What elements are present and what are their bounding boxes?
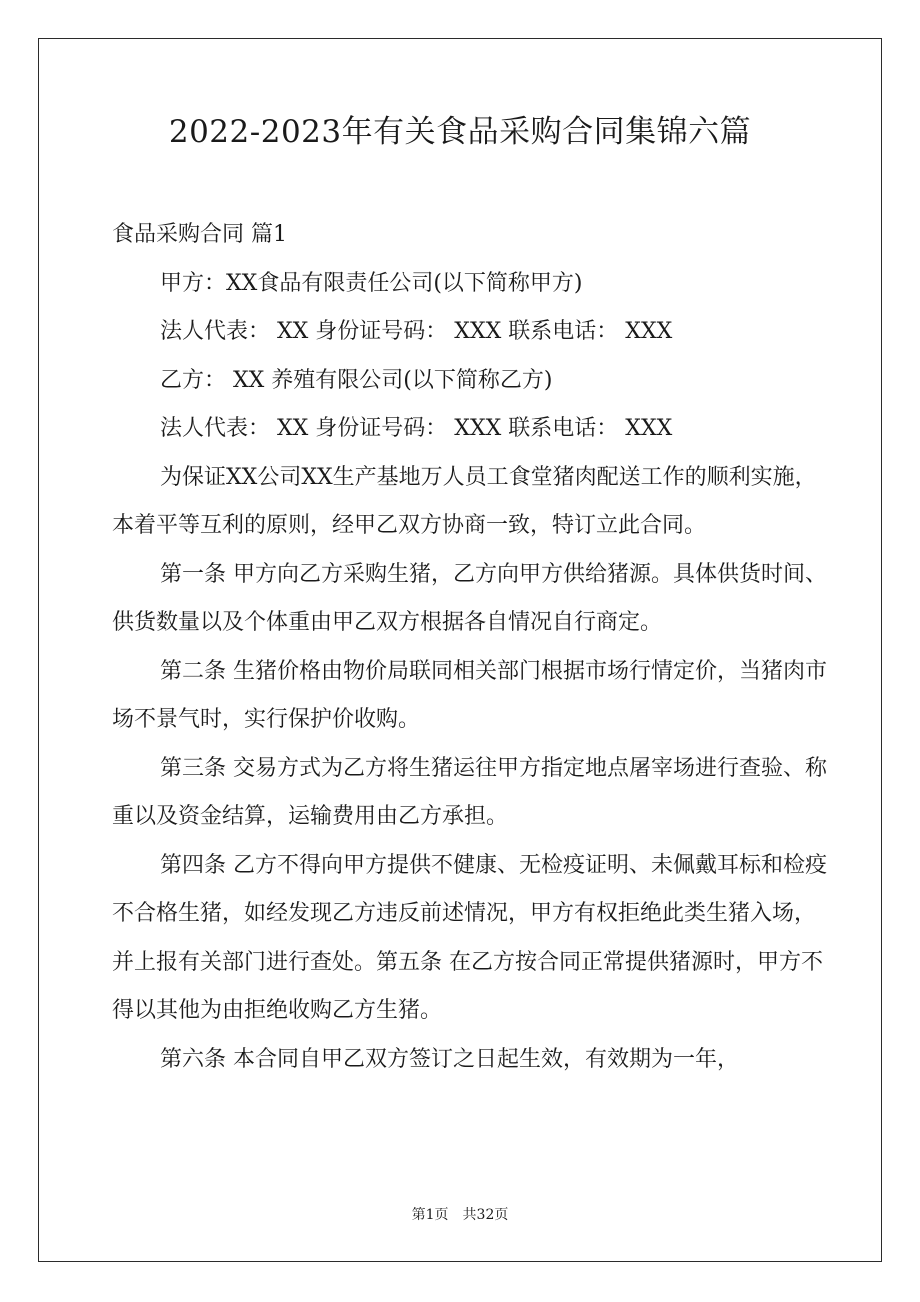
preamble-paragraph: 为保证XX公司XX生产基地万人员工食堂猪肉配送工作的顺利实施，本着平等互利的原则，经甲乙双方协商一致，特订立此合同。: [112, 464, 817, 538]
document-body: [112, 211, 828, 1084]
article-6-paragraph: 第六条 本合同自甲乙双方签订之日起生效，有效期为一年，: [160, 1046, 739, 1072]
party-b-line: 乙方： XX 养殖有限公司(以下简称乙方): [160, 367, 553, 393]
party-a-representative-line: 法人代表： XX 身份证号码： XXX 联系电话： XXX: [160, 319, 673, 344]
article-3-paragraph: 第三条 交易方式为乙方将生猪运往甲方指定地点屠宰场进行查验、称重以及资金结算，运输费用由乙方承担。: [112, 755, 827, 829]
section-heading: 食品采购合同 篇1: [112, 222, 287, 247]
party-a-line: 甲方：XX食品有限责任公司(以下简称甲方): [160, 270, 583, 296]
page-number-footer: 第1页 共32页: [411, 1207, 509, 1223]
article-1-paragraph: 第一条 甲方向乙方采购生猪，乙方向甲方供给猪源。具体供货时间、供货数量以及个体重由甲乙双方根据各自情况自行商定。: [112, 561, 827, 635]
party-b-representative-line: 法人代表： XX 身份证号码： XXX 联系电话： XXX: [160, 416, 673, 441]
article-4-5-paragraph: 第四条 乙方不得向甲方提供不健康、无检疫证明、未佩戴耳标和检疫不合格生猪，如经发现乙方违反前述情况，甲方有权拒绝此类生猪入场，并上报有关部门进行查处。第五条 在乙方按合同正常提供猪源时，甲方不得以其他为由拒绝收购乙方生猪。: [112, 852, 827, 1023]
document-title: 2022-2023年有关食品采购合同集锦六篇: [168, 114, 752, 150]
article-2-paragraph: 第二条 生猪价格由物价局联同相关部门根据市场行情定价，当猪肉市场不景气时，实行保护价收购。: [112, 658, 827, 732]
